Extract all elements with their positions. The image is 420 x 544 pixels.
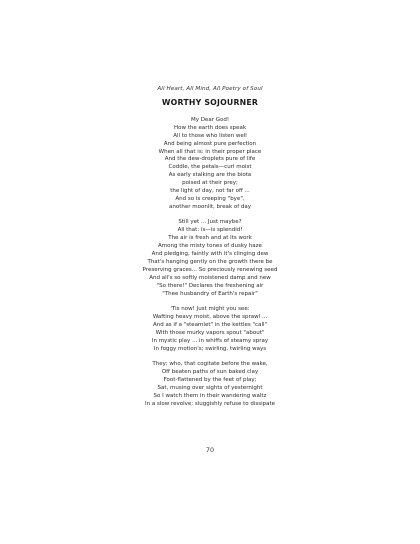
- poem-line: And pledging, faintly with it's clinging dew: [151, 251, 269, 258]
- poem-line: Still yet ... Just maybe?: [178, 219, 242, 226]
- poem-body: [0, 117, 420, 416]
- poem-line: "Thee husbandry of Earth's repair": [162, 290, 258, 297]
- poem-line: And as if a "steamlet" in the kettles "call": [152, 321, 268, 328]
- poem-line: Among the misty tones of dusky haze: [158, 243, 262, 250]
- poem-line: With those murky vapors spout "about": [155, 329, 265, 336]
- poem-line: The air is fresh and at its work: [168, 235, 252, 242]
- poem-line: Foot-flattened by the feet of play;: [163, 377, 257, 384]
- poem-line: poised at their prey;: [182, 180, 238, 187]
- poem-stanza: [0, 219, 420, 298]
- poem-line: So I watch them in their wandering waltz: [153, 392, 267, 399]
- poem-line: How the earth does speak: [173, 124, 247, 131]
- poem-stanza: [0, 117, 420, 212]
- poem-line: And being almost pure perfection: [163, 140, 257, 147]
- poem-line: In mystic play ... in whiffs of steamy spray: [151, 337, 269, 344]
- poem-line: Preserving graces... So preciously renewing seed: [142, 266, 278, 273]
- poem-title: WORTHY SOJOURNER: [161, 98, 259, 107]
- poem-line: They; who, that cogitate before the wake,: [152, 361, 268, 368]
- page-number: 70: [205, 446, 215, 454]
- poem-stanza: [0, 361, 420, 408]
- poem-line: All that: is—is splendid!: [177, 227, 243, 234]
- poem-line: And all's so softly moistened damp and new: [149, 274, 271, 281]
- poem-line: another moonlit, break of day: [168, 203, 252, 210]
- running-header: All Heart, All Mind, All Poetry of Soul: [157, 86, 263, 92]
- poem-stanza: [0, 306, 420, 353]
- poem-line: As early stalking are the biota: [168, 172, 252, 179]
- poem-line: My Dear God!: [190, 117, 230, 123]
- poem-line: That's hanging gently on the growth there be: [147, 258, 273, 265]
- poem-line: Off beaten paths of sun baked clay: [161, 369, 259, 376]
- poem-line: the light of day, not far off ...: [170, 188, 250, 195]
- poem-line: 'Tis now! Just might you see:: [170, 306, 250, 313]
- poem-line: In foggy motion's; swirling, twirling ways: [153, 345, 267, 352]
- poem-line: Wafting heavy moist, above the sprawl ...: [152, 314, 268, 321]
- poem-line: In a slow revolve; sluggishly refuse to dissipate: [144, 400, 276, 407]
- poem-line: When all that is: in their proper place: [158, 148, 262, 155]
- poem-line: Sat, musing over sights of yesternight: [157, 385, 263, 391]
- poem-line: "So there!" Declares the freshening air: [156, 282, 264, 289]
- poem-line: All to those who listen well: [173, 132, 247, 139]
- poem-line: Coddle, the petals—curl moist: [168, 164, 252, 171]
- poem-line: And the dew-droplets pure of life: [164, 156, 256, 163]
- poem-line: And so is creeping "bye",: [175, 195, 245, 202]
